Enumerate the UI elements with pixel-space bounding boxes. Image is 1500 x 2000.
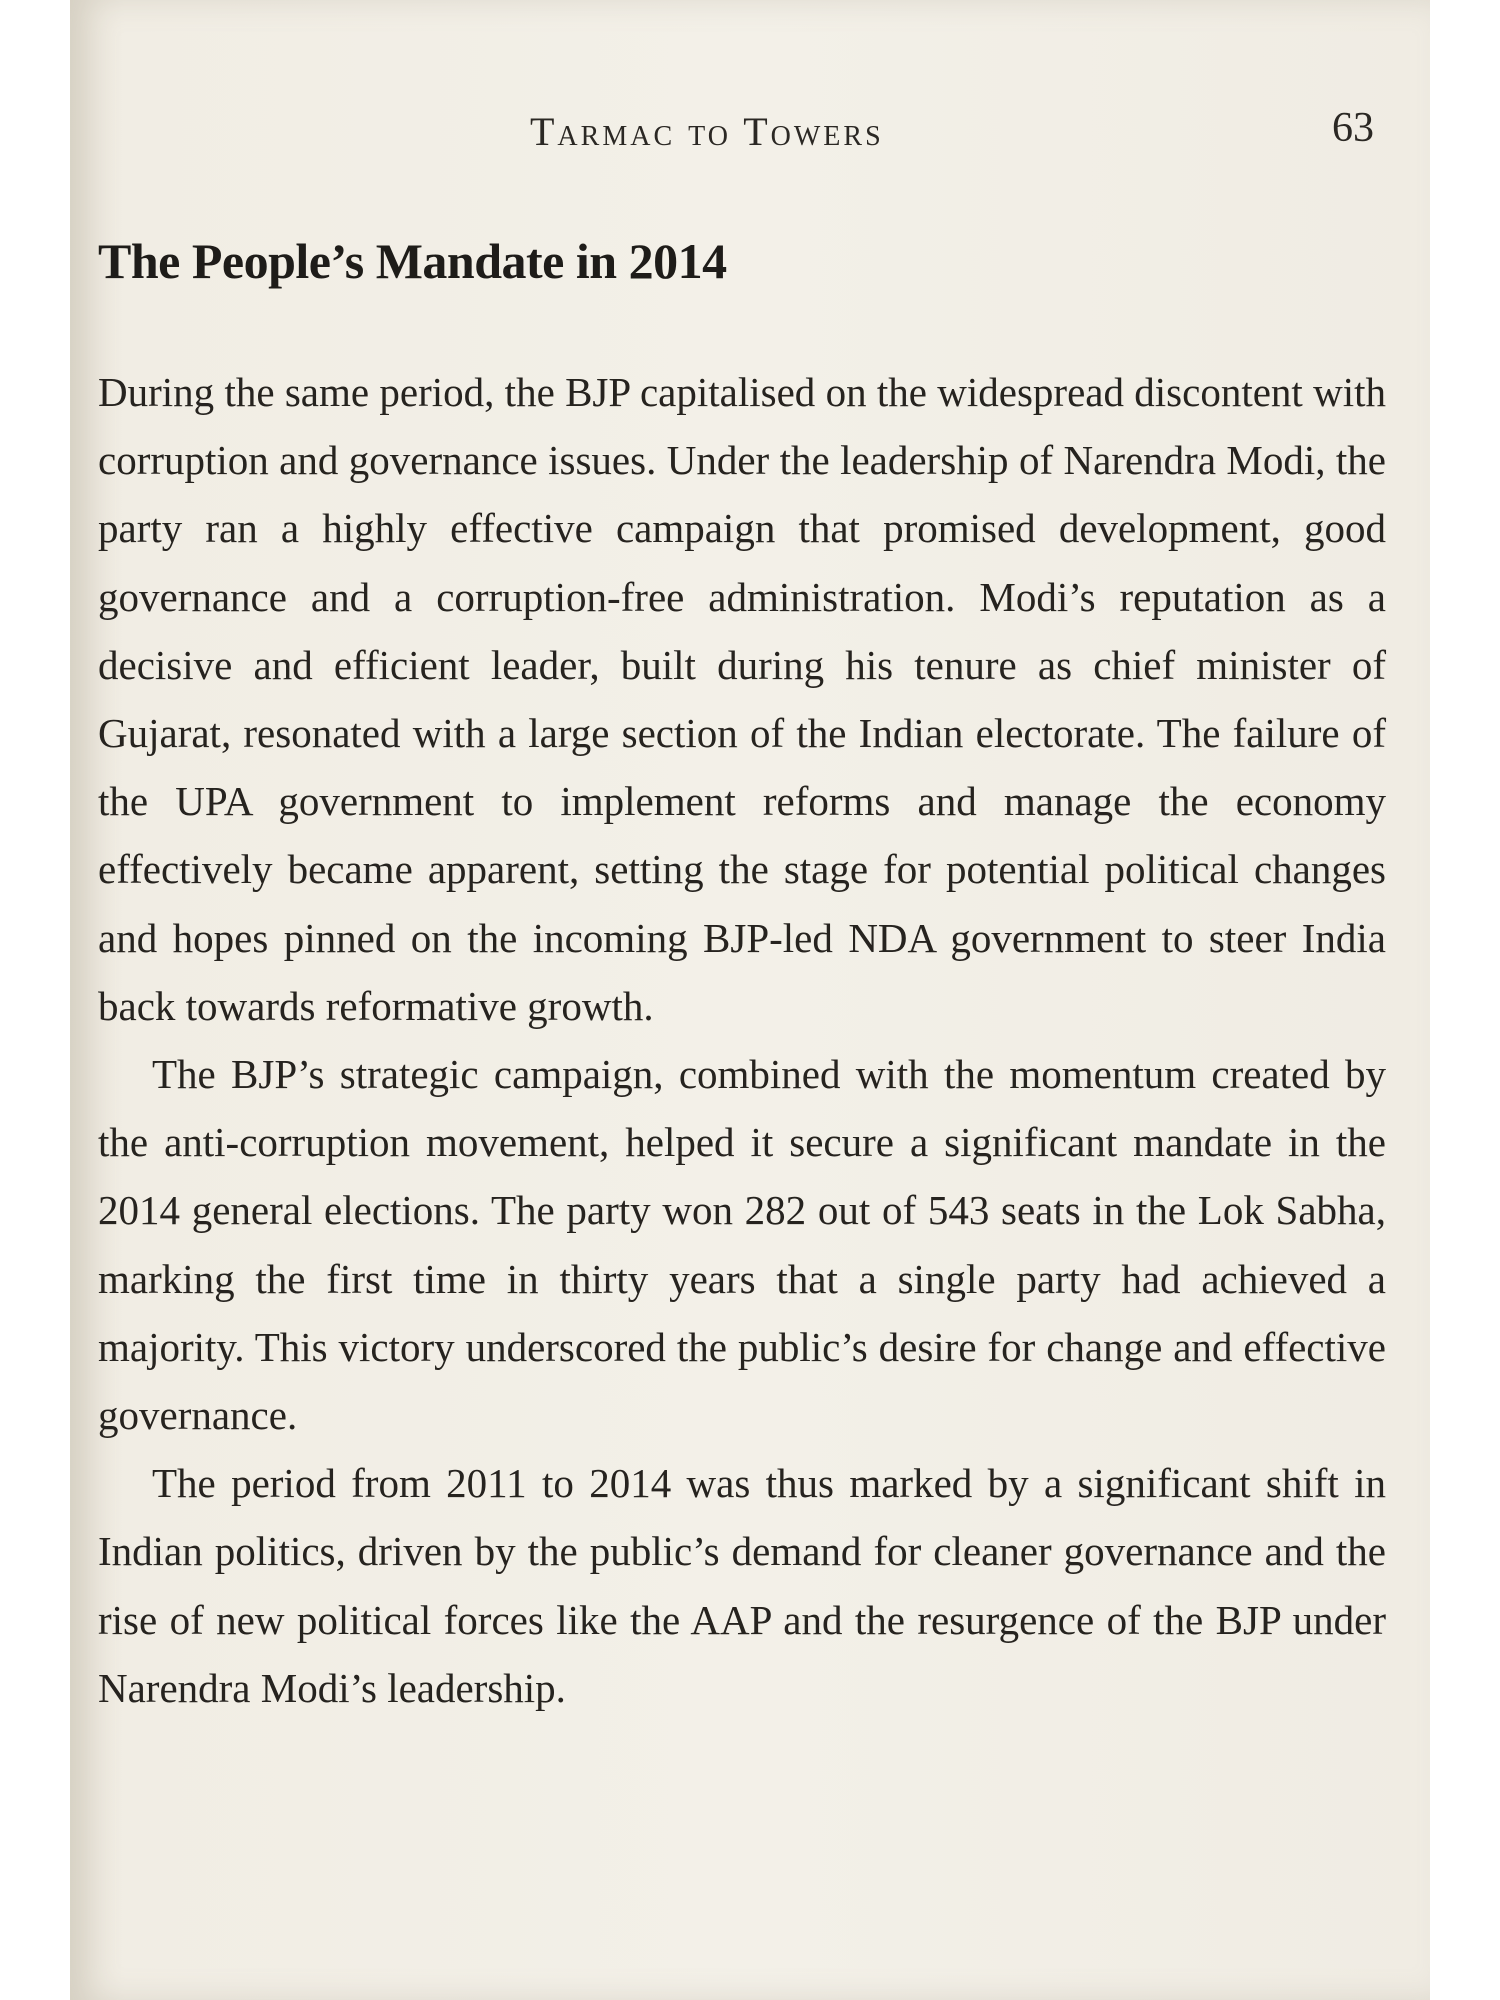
paragraph: The period from 2011 to 2014 was thus marked by a significant shift in Indian politics, driven by the public’s demand for cleaner governance and the rise of new political forces like the AAP and the resurgence of the BJP under Narendra Modi’s leadership. — [98, 1460, 1386, 1711]
running-header — [70, 105, 1430, 158]
running-title: Tarmac to Towers — [530, 109, 884, 154]
paragraph: During the same period, the BJP capitalised on the widespread discontent with corruption and governance issues. Under the leadership of Narendra Modi, the party ran a highly effective campaign that promised development, good governance and a corruption-free administration. Modi’s reputation as a decisive and efficient leader, built during his tenure as chief minister of Gujarat, resonated with a large section of the Indian electorate. The failure of the UPA government to implement reforms and manage the economy effectively became apparent, setting the stage for potential political changes and hopes pinned on the incoming BJP-led NDA government to steer India back towards reformative growth. — [98, 369, 1386, 1029]
body-text — [98, 358, 1386, 1722]
section-heading: The People’s Mandate in 2014 — [98, 233, 727, 289]
book-page — [70, 0, 1430, 2000]
paragraph: The BJP’s strategic campaign, combined with the momentum created by the anti-corruption movement, helped it secure a significant mandate in the 2014 general elections. The party won 282 out of 543 seats in the Lok Sabha, marking the first time in thirty years that a single party had achieved a majority. This victory underscored the public’s desire for change and effective governance. — [98, 1051, 1386, 1439]
page-number: 63 — [1332, 105, 1374, 151]
